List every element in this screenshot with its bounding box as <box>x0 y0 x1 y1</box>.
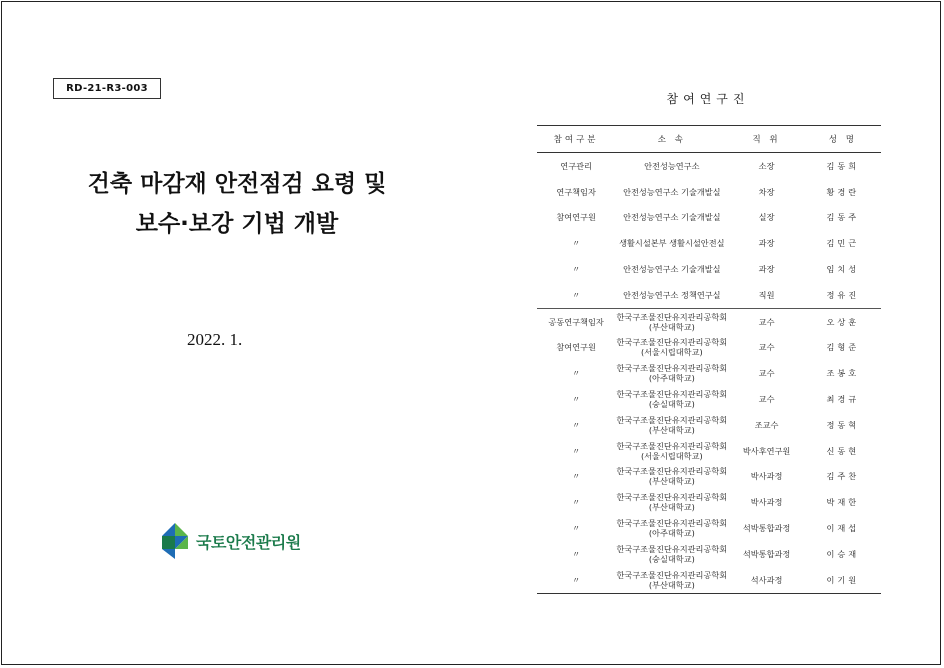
table-row <box>537 464 881 490</box>
cell-name: 신동현 <box>826 445 860 456</box>
title-line-2: 보수·보강 기법 개발 <box>135 211 339 237</box>
cell-role: 〃 <box>572 368 581 379</box>
cell-role: 참여연구원 <box>556 212 596 223</box>
cell-name: 정유진 <box>826 289 860 300</box>
cell-position: 소장 <box>758 160 775 171</box>
cell-position: 박사과정 <box>750 471 783 482</box>
table-row <box>537 438 881 464</box>
cell-name: 박재한 <box>826 497 860 508</box>
cell-position: 박사과정 <box>750 497 783 508</box>
table-row <box>537 308 881 334</box>
cell-affiliation: 안전성능연구소 기술개발실 <box>623 212 721 223</box>
title-line-1: 건축 마감재 안전점검 요령 및 <box>87 171 387 197</box>
table-row <box>537 153 881 179</box>
cell-position: 박사후연구원 <box>742 445 791 456</box>
table-row <box>537 205 881 231</box>
cell-affiliation: 생활시설본부 생활시설안전실 <box>619 238 725 249</box>
cell-position: 교수 <box>758 368 775 379</box>
cell-role: 〃 <box>572 394 581 405</box>
publication-date: 2022. 1. <box>187 330 243 349</box>
table-row <box>537 360 881 386</box>
table-row <box>537 282 881 308</box>
cell-position: 교수 <box>728 308 804 334</box>
cell-affiliation: 안전성능연구소 기술개발실 <box>623 186 721 197</box>
affil-line-1: 한국구조물진단유지관리공학회 <box>616 337 728 348</box>
table-row <box>537 335 881 361</box>
cell-role: 참여연구원 <box>556 342 596 353</box>
cell-name: 김형준 <box>826 342 860 353</box>
cell-role: 〃 <box>572 238 581 249</box>
cell-name: 오상훈 <box>805 308 881 334</box>
affil-line-1: 한국구조물진단유지관리공학회 <box>616 389 728 400</box>
affil-line-1: 한국구조물진단유지관리공학회 <box>616 466 728 477</box>
cell-affiliation <box>615 489 728 515</box>
affil-line-2: (아주대학교) <box>648 373 695 384</box>
cell-position: 석박통합과정 <box>742 548 791 559</box>
cell-role: 연구책임자 <box>556 186 596 197</box>
cell-affiliation <box>615 541 728 567</box>
report-code: RD-21-R3-003 <box>53 78 161 99</box>
cell-name: 이재섭 <box>826 523 860 534</box>
cell-position: 교수 <box>758 394 775 405</box>
table-row <box>537 515 881 541</box>
cell-affiliation <box>615 386 728 412</box>
affil-line-2: (부산대학교) <box>648 502 695 513</box>
col-header-affiliation: 소 속 <box>615 126 728 153</box>
cell-name: 김동주 <box>826 212 860 223</box>
col-header-name: 성 명 <box>805 126 881 153</box>
cell-role: 〃 <box>537 567 615 593</box>
affil-line-1: 한국구조물진단유지관리공학회 <box>616 569 728 580</box>
affil-line-2: (아주대학교) <box>648 528 695 539</box>
cell-role: 〃 <box>572 497 581 508</box>
cell-role: 〃 <box>572 445 581 456</box>
cell-affiliation <box>615 308 728 334</box>
cell-role: 〃 <box>572 471 581 482</box>
cell-name: 정동혁 <box>826 419 860 430</box>
cell-role: 〃 <box>572 523 581 534</box>
cell-position: 과장 <box>758 264 775 275</box>
cell-position: 직원 <box>758 289 775 300</box>
col-header-role: 참여구분 <box>537 126 615 153</box>
table-row <box>537 230 881 256</box>
affil-line-1: 한국구조물진단유지관리공학회 <box>616 440 728 451</box>
cell-role: 연구관리 <box>560 160 592 171</box>
cell-affiliation <box>615 335 728 361</box>
affil-line-2: (숭실대학교) <box>648 553 695 564</box>
affil-line-1: 한국구조물진단유지관리공학회 <box>616 311 728 322</box>
table-row <box>537 489 881 515</box>
cell-name: 임치성 <box>826 264 860 275</box>
cell-position: 실장 <box>758 212 775 223</box>
cell-affiliation <box>615 515 728 541</box>
cell-position: 조교수 <box>754 419 779 430</box>
cell-role: 〃 <box>572 289 581 300</box>
cell-affiliation <box>615 438 728 464</box>
col-header-position: 직 위 <box>728 126 804 153</box>
affil-line-1: 한국구조물진단유지관리공학회 <box>616 492 728 503</box>
cell-name: 황경란 <box>826 186 860 197</box>
table-row <box>537 567 881 593</box>
cell-position: 차장 <box>758 186 775 197</box>
cell-name: 김동희 <box>826 160 860 171</box>
cell-name: 최경규 <box>826 394 860 405</box>
cell-role: 공동연구책임자 <box>537 308 615 334</box>
cell-position: 교수 <box>758 342 775 353</box>
cell-affiliation: 안전성능연구소 정책연구실 <box>623 289 721 300</box>
cell-role: 〃 <box>572 419 581 430</box>
report-title <box>32 164 442 244</box>
affil-line-2: (부산대학교) <box>648 579 695 590</box>
table-row <box>537 256 881 282</box>
cell-position: 석박통합과정 <box>742 523 791 534</box>
affil-line-2: (서울시립대학교) <box>640 450 703 461</box>
document-page <box>1 1 941 665</box>
table-row <box>537 386 881 412</box>
table-row <box>537 179 881 205</box>
cell-name: 이승재 <box>826 548 860 559</box>
affil-line-1: 한국구조물진단유지관리공학회 <box>616 543 728 554</box>
affil-line-2: (서울시립대학교) <box>640 347 703 358</box>
research-team-title: 참여연구진 <box>666 92 750 106</box>
affil-line-1: 한국구조물진단유지관리공학회 <box>616 363 728 374</box>
affil-line-1: 한국구조물진단유지관리공학회 <box>616 414 728 425</box>
table-row <box>537 412 881 438</box>
affil-line-2: (부산대학교) <box>648 321 695 332</box>
affil-line-2: (부산대학교) <box>648 476 695 487</box>
cell-affiliation <box>615 412 728 438</box>
cell-name: 조봉호 <box>826 368 860 379</box>
cell-affiliation <box>615 567 728 593</box>
affil-line-1: 한국구조물진단유지관리공학회 <box>616 518 728 529</box>
cell-role: 〃 <box>572 548 581 559</box>
cell-name: 김주찬 <box>826 471 860 482</box>
cell-position: 석사과정 <box>728 567 804 593</box>
cell-affiliation: 안전성능연구소 기술개발실 <box>623 264 721 275</box>
affil-line-2: (부산대학교) <box>648 424 695 435</box>
organization-name: 국토안전관리원 <box>196 532 301 552</box>
cell-affiliation <box>615 464 728 490</box>
kalis-logo-icon <box>158 523 192 559</box>
table-header-row <box>537 126 881 153</box>
cell-name: 김민근 <box>826 238 860 249</box>
cell-affiliation: 안전성능연구소 <box>644 160 700 171</box>
table-row <box>537 541 881 567</box>
affil-line-2: (숭실대학교) <box>648 399 695 410</box>
cell-name: 이기원 <box>805 567 881 593</box>
organization-logo <box>158 523 301 559</box>
research-team-table <box>537 125 881 594</box>
cell-position: 과장 <box>758 238 775 249</box>
cell-affiliation <box>615 360 728 386</box>
cell-role: 〃 <box>572 264 581 275</box>
